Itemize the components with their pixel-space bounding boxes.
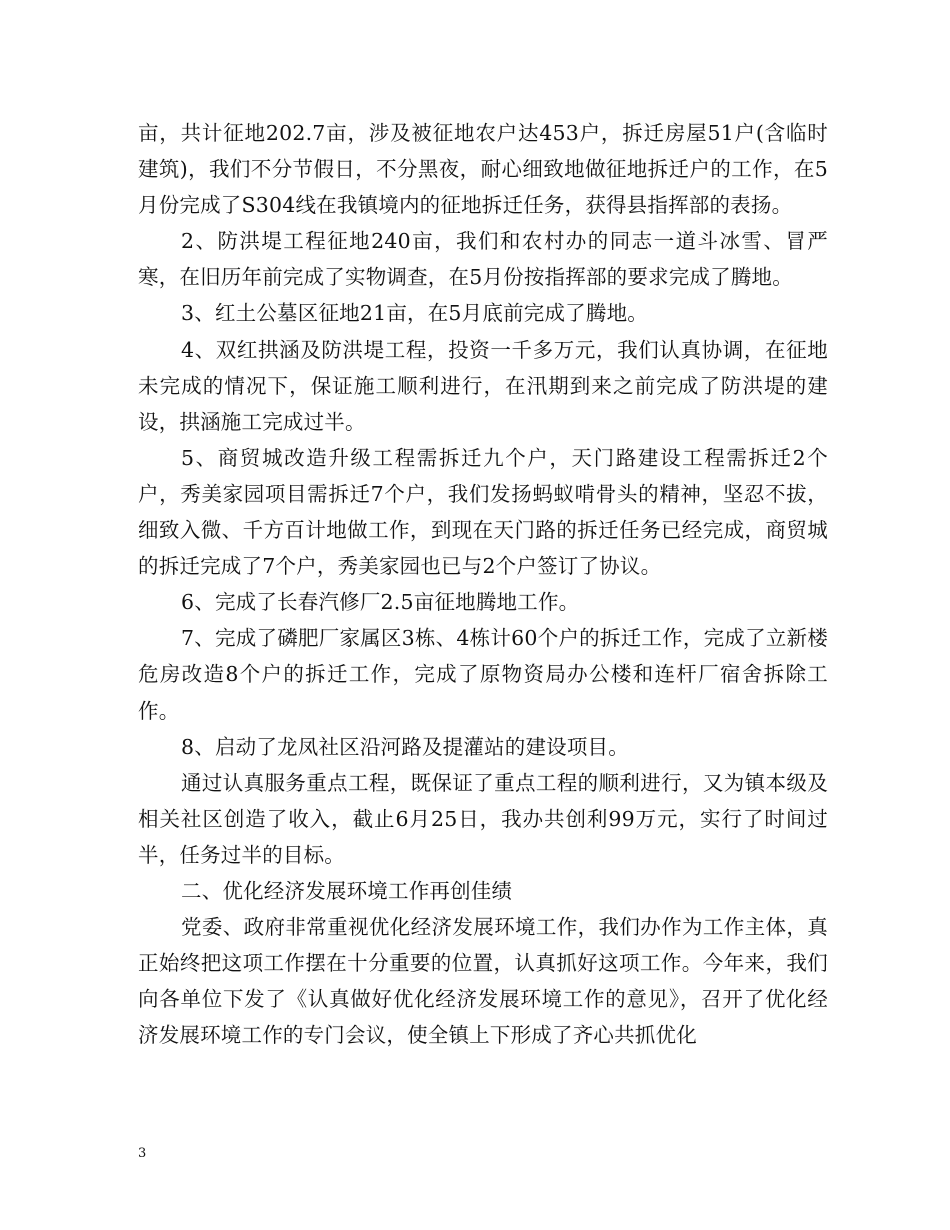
paragraph-item-2: 2、防洪堤工程征地240亩，我们和农村办的同志一道斗冰雪、冒严寒，在旧历年前完成了实物调查，在5月份按指挥部的要求完成了腾地。 [138, 229, 828, 290]
paragraph-item-7: 7、完成了磷肥厂家属区3栋、4栋计60个户的拆迁工作，完成了立新楼危房改造8个户的拆迁工作，完成了原物资局办公楼和连杆厂宿舍拆除工作。 [138, 626, 828, 723]
paragraph-section-body: 党委、政府非常重视优化经济发展环境工作，我们办作为工作主体，真正始终把这项工作摆在十分重要的位置，认真抓好这项工作。今年来，我们向各单位下发了《认真做好优化经济发展环境工作的意见》，召开了优化经济发展环境工作的专门会议，使全镇上下形成了齐心共抓优化 [138, 915, 828, 1048]
page-number: 3 [138, 1146, 147, 1161]
section-heading: 二、优化经济发展环境工作再创佳绩 [181, 878, 513, 903]
paragraph-item-3: 3、红土公墓区征地21亩，在5月底前完成了腾地。 [181, 301, 648, 326]
document-body [138, 115, 828, 1053]
paragraph-item-4: 4、双红拱涵及防洪堤工程，投资一千多万元，我们认真协调，在征地未完成的情况下，保证施工顺利进行，在汛期到来之前完成了防洪堤的建设，拱涵施工完成过半。 [138, 337, 828, 434]
paragraph-summary: 通过认真服务重点工程，既保证了重点工程的顺利进行，又为镇本级及相关社区创造了收入，截止6月25日，我办共创利99万元，实行了时间过半，任务过半的目标。 [138, 770, 828, 867]
paragraph-continuation: 亩，共计征地202.7亩，涉及被征地农户达453户，拆迁房屋51户(含临时建筑)，我们不分节假日，不分黑夜，耐心细致地做征地拆迁户的工作，在5月份完成了S304线在我镇境内的征地拆迁任务，获得县指挥部的表扬。 [138, 121, 828, 218]
paragraph-item-5: 5、商贸城改造升级工程需拆迁九个户，天门路建设工程需拆迁2个户，秀美家园项目需拆迁7个户，我们发扬蚂蚁啃骨头的精神，坚忍不拔，细致入微、千方百计地做工作，到现在天门路的拆迁任务已经完成，商贸城的拆迁完成了7个户，秀美家园也已与2个户签订了协议。 [138, 445, 828, 579]
paragraph-item-6: 6、完成了长春汽修厂2.5亩征地腾地工作。 [181, 590, 580, 615]
paragraph-item-8: 8、启动了龙凤社区沿河路及提灌站的建设项目。 [181, 734, 629, 759]
